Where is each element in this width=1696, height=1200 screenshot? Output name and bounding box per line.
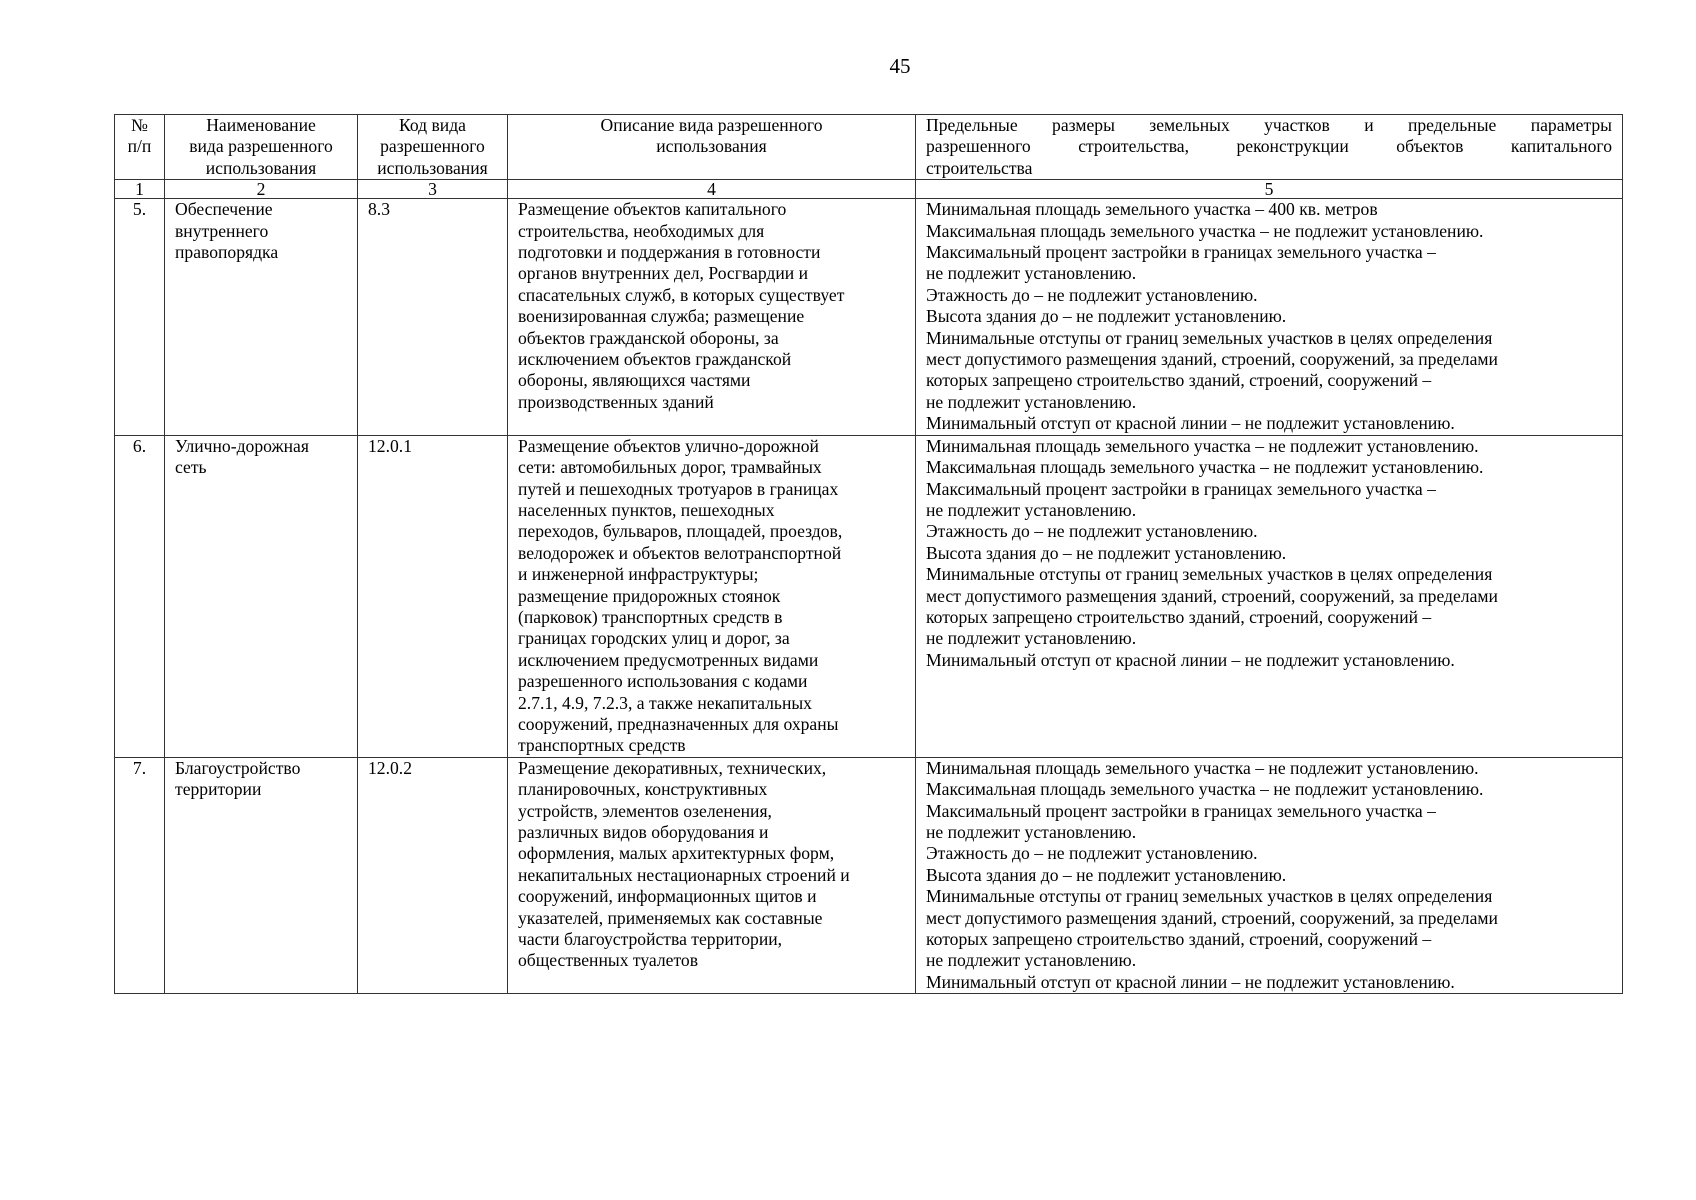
header-line: использования — [377, 157, 488, 178]
column-number: 3 — [358, 180, 508, 199]
description-line: военизированная служба; размещение — [518, 306, 805, 327]
description-line: Размещение объектов капитального — [518, 199, 787, 220]
use-description — [508, 435, 916, 757]
use-name-line: Улично-дорожная — [175, 435, 309, 456]
description-line: транспортных средств — [518, 735, 686, 756]
header-line: вида разрешенного — [189, 136, 333, 157]
use-limits — [916, 199, 1623, 435]
description-line: некапитальных нестационарных строений и — [518, 864, 850, 885]
limits-line: мест допустимого размещения зданий, строений, сооружений, за пределами — [926, 349, 1498, 370]
use-name-line: Благоустройство — [175, 757, 301, 778]
description-line: 2.7.1, 4.9, 7.2.3, а также некапитальных — [518, 692, 812, 713]
use-name — [165, 199, 358, 435]
description-line: границах городских улиц и дорог, за — [518, 628, 790, 649]
limits-line: Минимальная площадь земельного участка – 400 кв. метров — [926, 199, 1378, 220]
header-line: Описание вида разрешенного — [600, 115, 823, 135]
limits-line: Минимальный отступ от красной линии – не подлежит установлению. — [926, 649, 1455, 670]
header-line: Предельные размеры земельных участков и предельные параметры — [926, 115, 1612, 135]
limits-line: не подлежит установлению. — [926, 950, 1137, 971]
use-description — [508, 757, 916, 993]
limits-line: Минимальная площадь земельного участка – не подлежит установлению. — [926, 435, 1479, 456]
limits-line: Максимальный процент застройки в границах земельного участка – — [926, 478, 1436, 499]
header-description — [508, 115, 916, 180]
description-line: сооружений, информационных щитов и — [518, 886, 817, 907]
column-number: 4 — [508, 180, 916, 199]
description-line: переходов, бульваров, площадей, проездов, — [518, 521, 843, 542]
limits-line: которых запрещено строительство зданий, строений, сооружений – — [926, 370, 1432, 391]
description-line: различных видов оборудования и — [518, 822, 769, 842]
column-number: 5 — [916, 180, 1623, 199]
description-line: велодорожек и объектов велотранспортной — [518, 542, 842, 563]
header-code — [358, 115, 508, 180]
column-number: 1 — [115, 180, 165, 199]
description-line: Размещение декоративных, технических, — [518, 757, 827, 778]
description-line: сооружений, предназначенных для охраны — [518, 713, 839, 734]
description-line: указателей, применяемых как составные — [518, 907, 823, 928]
table-row — [115, 435, 1623, 757]
use-name — [165, 757, 358, 993]
limits-line: Минимальные отступы от границ земельных участков в целях определения — [926, 564, 1493, 585]
column-number: 2 — [165, 180, 358, 199]
description-line: части благоустройства территории, — [518, 929, 783, 950]
header-line: строительства — [926, 157, 1033, 178]
description-line: населенных пунктов, пешеходных — [518, 499, 775, 520]
limits-line: Высота здания до – не подлежит установлению. — [926, 864, 1287, 885]
column-number-row — [115, 180, 1623, 199]
description-line: и инженерной инфраструктуры; — [518, 564, 759, 585]
description-line: размещение придорожных стоянок — [518, 585, 781, 606]
use-name-line: правопорядка — [175, 242, 279, 263]
use-name-line: сеть — [175, 457, 207, 478]
limits-line: которых запрещено строительство зданий, строений, сооружений – — [926, 929, 1432, 950]
description-line: разрешенного использования с кодами — [518, 671, 808, 692]
limits-line: Этажность до – не подлежит установлению. — [926, 843, 1258, 864]
description-line: исключением предусмотренных видами — [518, 649, 819, 670]
header-line: Наименование — [206, 115, 316, 135]
use-name-line: внутреннего — [175, 220, 269, 241]
limits-line: не подлежит установлению. — [926, 499, 1137, 520]
table-header-row — [115, 115, 1623, 180]
header-line: использования — [205, 157, 317, 178]
limits-line: Минимальные отступы от границ земельных участков в целях определения — [926, 327, 1493, 348]
limits-line: Максимальный процент застройки в границах земельного участка – — [926, 800, 1436, 821]
limits-line: Минимальный отступ от красной линии – не подлежит установлению. — [926, 413, 1455, 434]
use-name — [165, 435, 358, 757]
header-limits — [916, 115, 1623, 180]
description-line: обороны, являющихся частями — [518, 370, 751, 391]
limits-line: мест допустимого размещения зданий, строений, сооружений, за пределами — [926, 907, 1498, 928]
limits-line: Минимальный отступ от красной линии – не подлежит установлению. — [926, 971, 1455, 992]
header-line: № — [131, 115, 148, 135]
limits-line: Минимальная площадь земельного участка – не подлежит установлению. — [926, 757, 1479, 778]
header-line: Код вида — [399, 115, 466, 135]
row-number: 6. — [115, 435, 165, 757]
description-line: путей и пешеходных тротуаров в границах — [518, 478, 839, 499]
limits-line: не подлежит установлению. — [926, 628, 1137, 649]
use-code: 12.0.1 — [358, 435, 508, 757]
limits-line: Высота здания до – не подлежит установлению. — [926, 542, 1287, 563]
description-line: общественных туалетов — [518, 950, 699, 971]
limits-line: Высота здания до – не подлежит установлению. — [926, 306, 1287, 327]
use-limits — [916, 757, 1623, 993]
limits-line: не подлежит установлению. — [926, 263, 1137, 284]
use-limits — [916, 435, 1623, 757]
limits-line: не подлежит установлению. — [926, 822, 1137, 842]
description-line: устройств, элементов озеленения, — [518, 800, 772, 821]
use-description — [508, 199, 916, 435]
limits-line: Максимальная площадь земельного участка – не подлежит установлению. — [926, 220, 1484, 241]
description-line: объектов гражданской обороны, за — [518, 327, 779, 348]
header-name — [165, 115, 358, 180]
use-code: 8.3 — [358, 199, 508, 435]
description-line: спасательных служб, в которых существует — [518, 284, 845, 305]
table-row — [115, 199, 1623, 435]
description-line: подготовки и поддержания в готовности — [518, 242, 821, 263]
use-code: 12.0.2 — [358, 757, 508, 993]
use-name-line: территории — [175, 779, 262, 800]
description-line: сети: автомобильных дорог, трамвайных — [518, 457, 822, 478]
row-number: 5. — [115, 199, 165, 435]
limits-line: которых запрещено строительство зданий, строений, сооружений – — [926, 606, 1432, 627]
limits-line: Максимальная площадь земельного участка – не подлежит установлению. — [926, 457, 1484, 478]
description-line: органов внутренних дел, Росгвардии и — [518, 263, 808, 284]
table-row — [115, 757, 1623, 993]
land-use-table — [114, 114, 1623, 994]
limits-line: не подлежит установлению. — [926, 391, 1137, 412]
row-number: 7. — [115, 757, 165, 993]
limits-line: Максимальная площадь земельного участка – не подлежит установлению. — [926, 779, 1484, 800]
description-line: строительства, необходимых для — [518, 220, 765, 241]
limits-line: Этажность до – не подлежит установлению. — [926, 284, 1258, 305]
header-line: использования — [656, 136, 767, 157]
limits-line: Минимальные отступы от границ земельных участков в целях определения — [926, 886, 1493, 907]
description-line: исключением объектов гражданской — [518, 349, 792, 370]
page-number: 45 — [889, 54, 911, 78]
limits-line: Этажность до – не подлежит установлению. — [926, 521, 1258, 542]
header-line: п/п — [127, 136, 152, 157]
limits-line: мест допустимого размещения зданий, строений, сооружений, за пределами — [926, 585, 1498, 606]
header-line: разрешенного — [380, 136, 485, 157]
header-line: разрешенного строительства, реконструкции объектов капитального — [926, 136, 1612, 157]
description-line: Размещение объектов улично-дорожной — [518, 435, 819, 456]
limits-line: Максимальный процент застройки в границах земельного участка – — [926, 242, 1436, 263]
table-body — [115, 199, 1623, 994]
description-line: оформления, малых архитектурных форм, — [518, 843, 835, 864]
header-number — [115, 115, 165, 180]
use-name-line: Обеспечение — [175, 199, 273, 220]
description-line: (парковок) транспортных средств в — [518, 606, 783, 627]
description-line: производственных зданий — [518, 391, 714, 412]
description-line: планировочных, конструктивных — [518, 779, 768, 800]
